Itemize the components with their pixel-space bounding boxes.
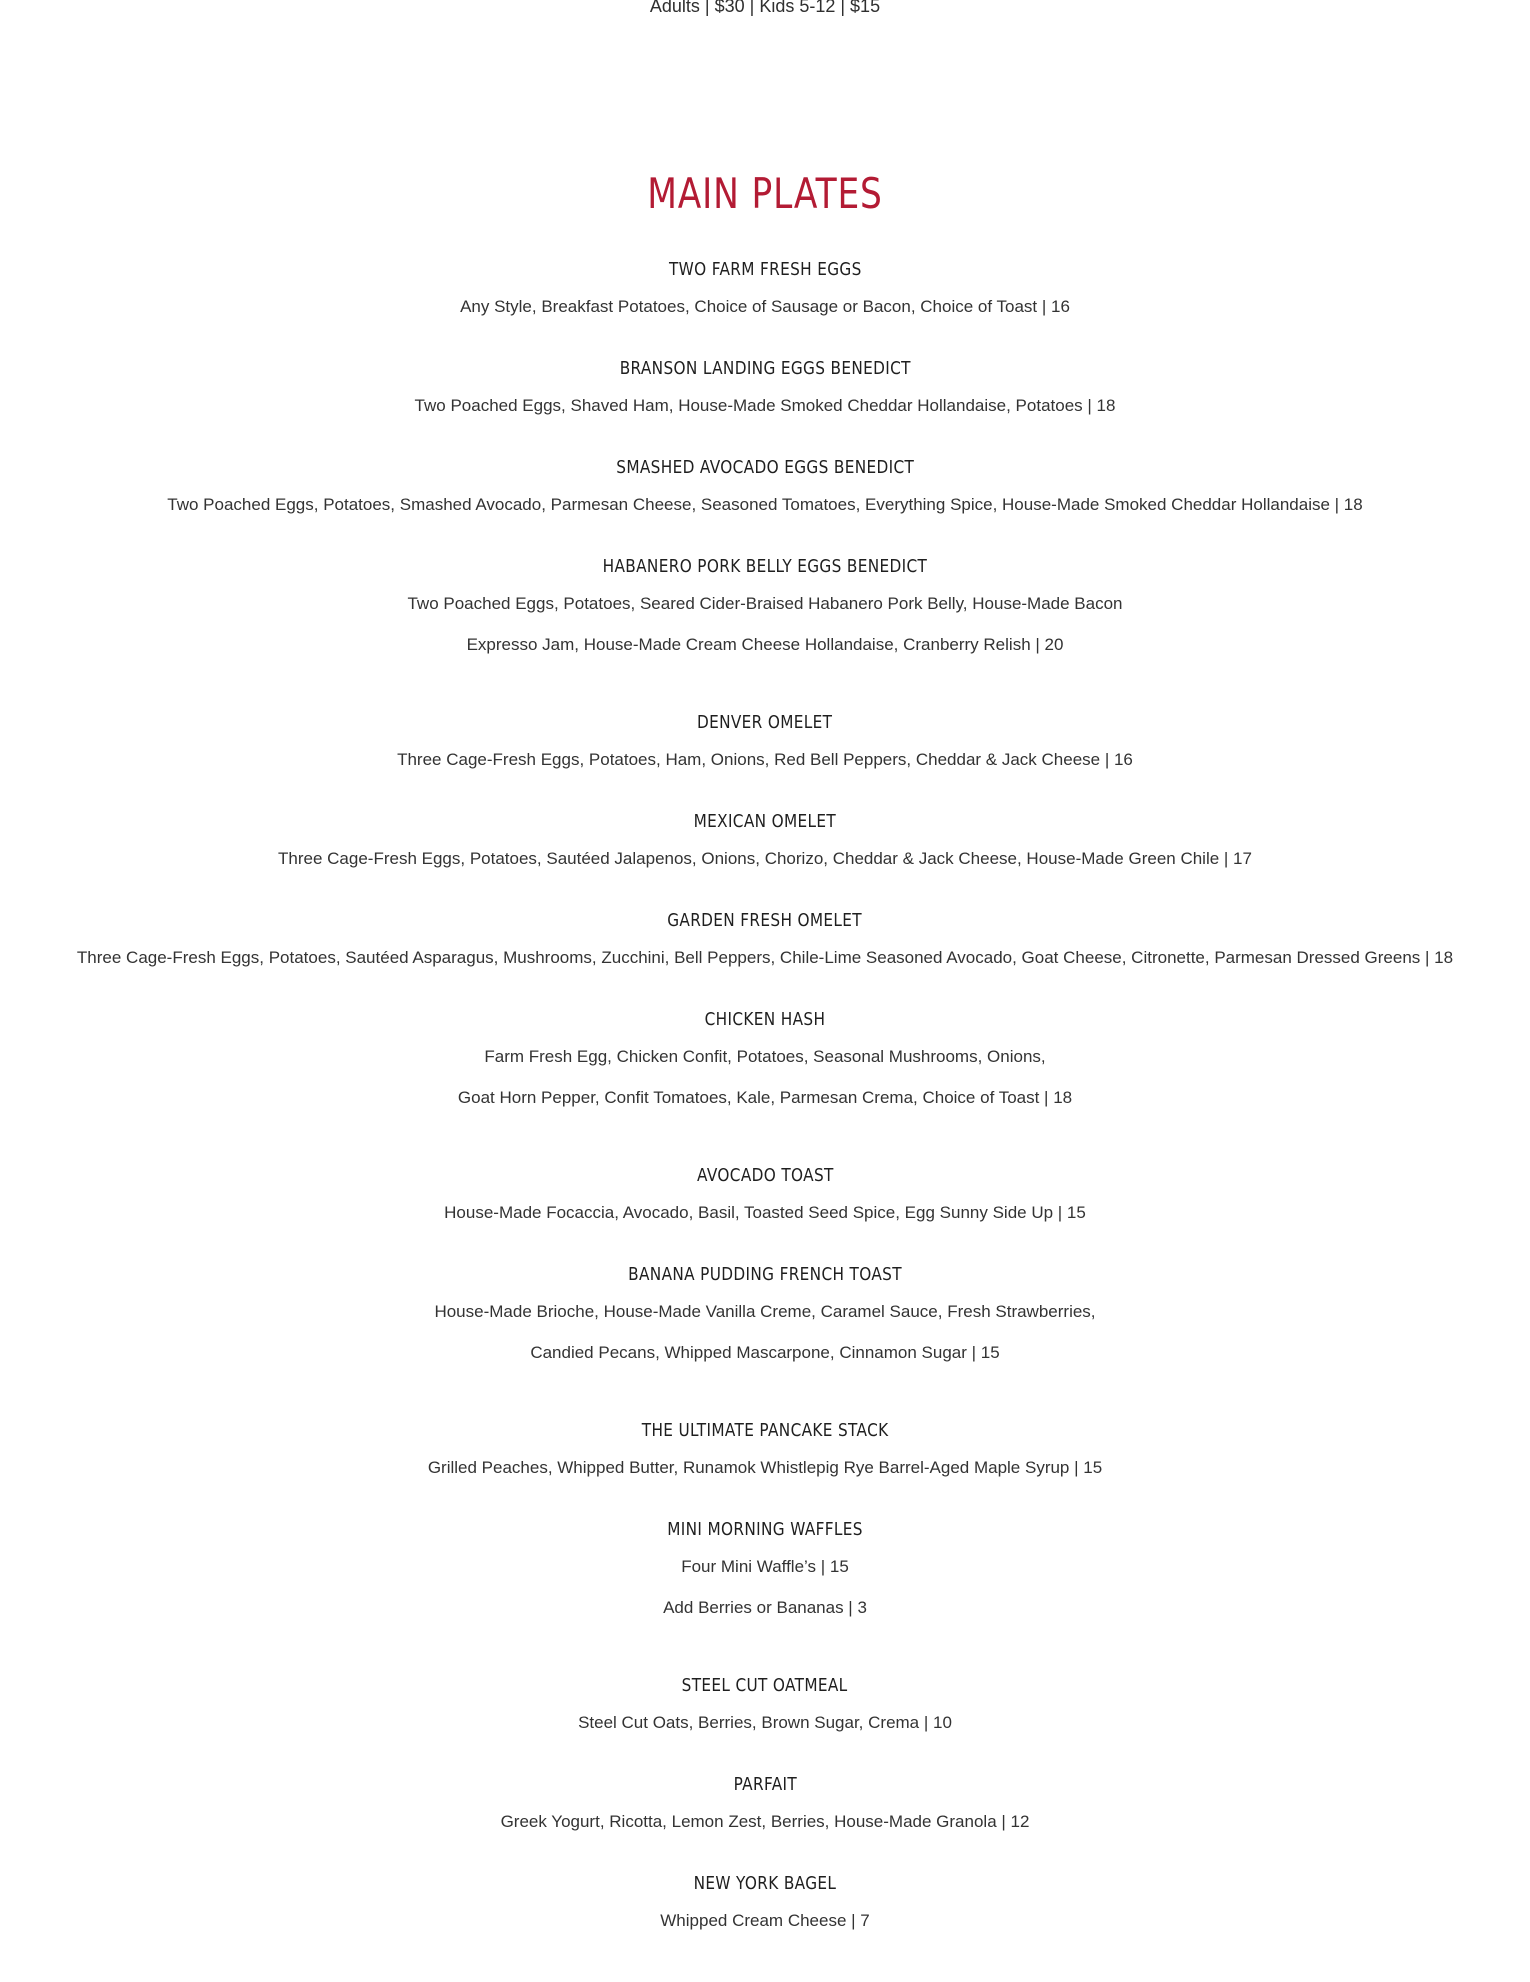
menu-item bbox=[0, 1514, 1530, 1628]
menu-item bbox=[0, 1670, 1530, 1743]
menu-item bbox=[0, 1259, 1530, 1373]
menu-item bbox=[0, 1868, 1530, 1941]
menu-item bbox=[0, 707, 1530, 780]
menu-item bbox=[0, 1160, 1530, 1233]
menu-item bbox=[0, 551, 1530, 665]
menu-item-description: Four Mini Waffle’s | 15 bbox=[681, 1557, 849, 1576]
menu-item-description: Two Poached Eggs, Potatoes, Seared Cider-Braised Habanero Pork Belly, House-Made Bacon bbox=[407, 594, 1123, 613]
menu-item bbox=[0, 905, 1530, 978]
buffet-price-line: Adults | $30 | Kids 5-12 | $15 bbox=[649, 0, 881, 16]
menu-item bbox=[0, 806, 1530, 879]
section-title: MAIN PLATES bbox=[647, 169, 883, 219]
menu-item-name: MINI MORNING WAFFLES bbox=[667, 1519, 863, 1540]
menu-item-description: Add Berries or Bananas | 3 bbox=[663, 1598, 867, 1617]
menu-item-name: HABANERO PORK BELLY EGGS BENEDICT bbox=[602, 556, 928, 577]
menu-item-description: Three Cage-Fresh Eggs, Potatoes, Sautéed Jalapenos, Onions, Chorizo, Cheddar & Jack Cheese, House-Made Green Chile | 17 bbox=[278, 849, 1252, 868]
menu-item-name: SMASHED AVOCADO EGGS BENEDICT bbox=[616, 457, 914, 478]
menu-item-description: Whipped Cream Cheese | 7 bbox=[660, 1911, 870, 1930]
menu-item bbox=[0, 1004, 1530, 1118]
menu-item-name: STEEL CUT OATMEAL bbox=[682, 1675, 848, 1696]
menu-item-name: MEXICAN OMELET bbox=[693, 811, 837, 832]
menu-item-name: BANANA PUDDING FRENCH TOAST bbox=[628, 1264, 902, 1285]
menu-item-description: Greek Yogurt, Ricotta, Lemon Zest, Berries, House-Made Granola | 12 bbox=[500, 1812, 1030, 1831]
menu-item-description: Steel Cut Oats, Berries, Brown Sugar, Crema | 10 bbox=[578, 1713, 952, 1732]
menu-item-description: Any Style, Breakfast Potatoes, Choice of Sausage or Bacon, Choice of Toast | 16 bbox=[460, 297, 1070, 316]
menu-item-name: GARDEN FRESH OMELET bbox=[667, 910, 863, 931]
menu-item-name: CHICKEN HASH bbox=[704, 1009, 826, 1030]
menu-item-description: Three Cage-Fresh Eggs, Potatoes, Ham, Onions, Red Bell Peppers, Cheddar & Jack Cheese | 16 bbox=[397, 750, 1133, 769]
menu-item-name: THE ULTIMATE PANCAKE STACK bbox=[641, 1420, 889, 1441]
menu-item bbox=[0, 1769, 1530, 1842]
menu-item-name: NEW YORK BAGEL bbox=[693, 1873, 837, 1894]
menu-item-name: DENVER OMELET bbox=[697, 712, 833, 733]
menu-item-name: AVOCADO TOAST bbox=[696, 1165, 834, 1186]
menu-item-description: Two Poached Eggs, Potatoes, Smashed Avocado, Parmesan Cheese, Seasoned Tomatoes, Everything Spice, House-Made Smoked Cheddar Hollandaise | 18 bbox=[167, 495, 1363, 514]
menu-item-description: Goat Horn Pepper, Confit Tomatoes, Kale, Parmesan Crema, Choice of Toast | 18 bbox=[457, 1088, 1073, 1107]
menu-item-name: BRANSON LANDING EGGS BENEDICT bbox=[619, 358, 911, 379]
menu-item-name: TWO FARM FRESH EGGS bbox=[668, 259, 862, 280]
menu-item-description: Grilled Peaches, Whipped Butter, Runamok Whistlepig Rye Barrel-Aged Maple Syrup | 15 bbox=[427, 1458, 1103, 1477]
menu-item bbox=[0, 254, 1530, 327]
menu-item-description: Two Poached Eggs, Shaved Ham, House-Made Smoked Cheddar Hollandaise, Potatoes | 18 bbox=[414, 396, 1116, 415]
menu-item-name: PARFAIT bbox=[733, 1774, 797, 1795]
menu-item-description: House-Made Focaccia, Avocado, Basil, Toasted Seed Spice, Egg Sunny Side Up | 15 bbox=[444, 1203, 1086, 1222]
menu-item bbox=[0, 452, 1530, 525]
menu-item bbox=[0, 1415, 1530, 1488]
menu-item-description: Expresso Jam, House-Made Cream Cheese Hollandaise, Cranberry Relish | 20 bbox=[466, 635, 1064, 654]
menu-items-list bbox=[0, 254, 1530, 1967]
menu-item-description: House-Made Brioche, House-Made Vanilla Creme, Caramel Sauce, Fresh Strawberries, bbox=[434, 1302, 1096, 1321]
menu-item-description: Candied Pecans, Whipped Mascarpone, Cinnamon Sugar | 15 bbox=[530, 1343, 1000, 1362]
menu-item-description: Three Cage-Fresh Eggs, Potatoes, Sautéed Asparagus, Mushrooms, Zucchini, Bell Peppers, Chile-Lime Seasoned Avocado, Goat Cheese, Citronette, Parmesan Dressed Greens | 18 bbox=[76, 948, 1454, 967]
menu-item-description: Farm Fresh Egg, Chicken Confit, Potatoes, Seasonal Mushrooms, Onions, bbox=[484, 1047, 1046, 1066]
menu-item bbox=[0, 353, 1530, 426]
